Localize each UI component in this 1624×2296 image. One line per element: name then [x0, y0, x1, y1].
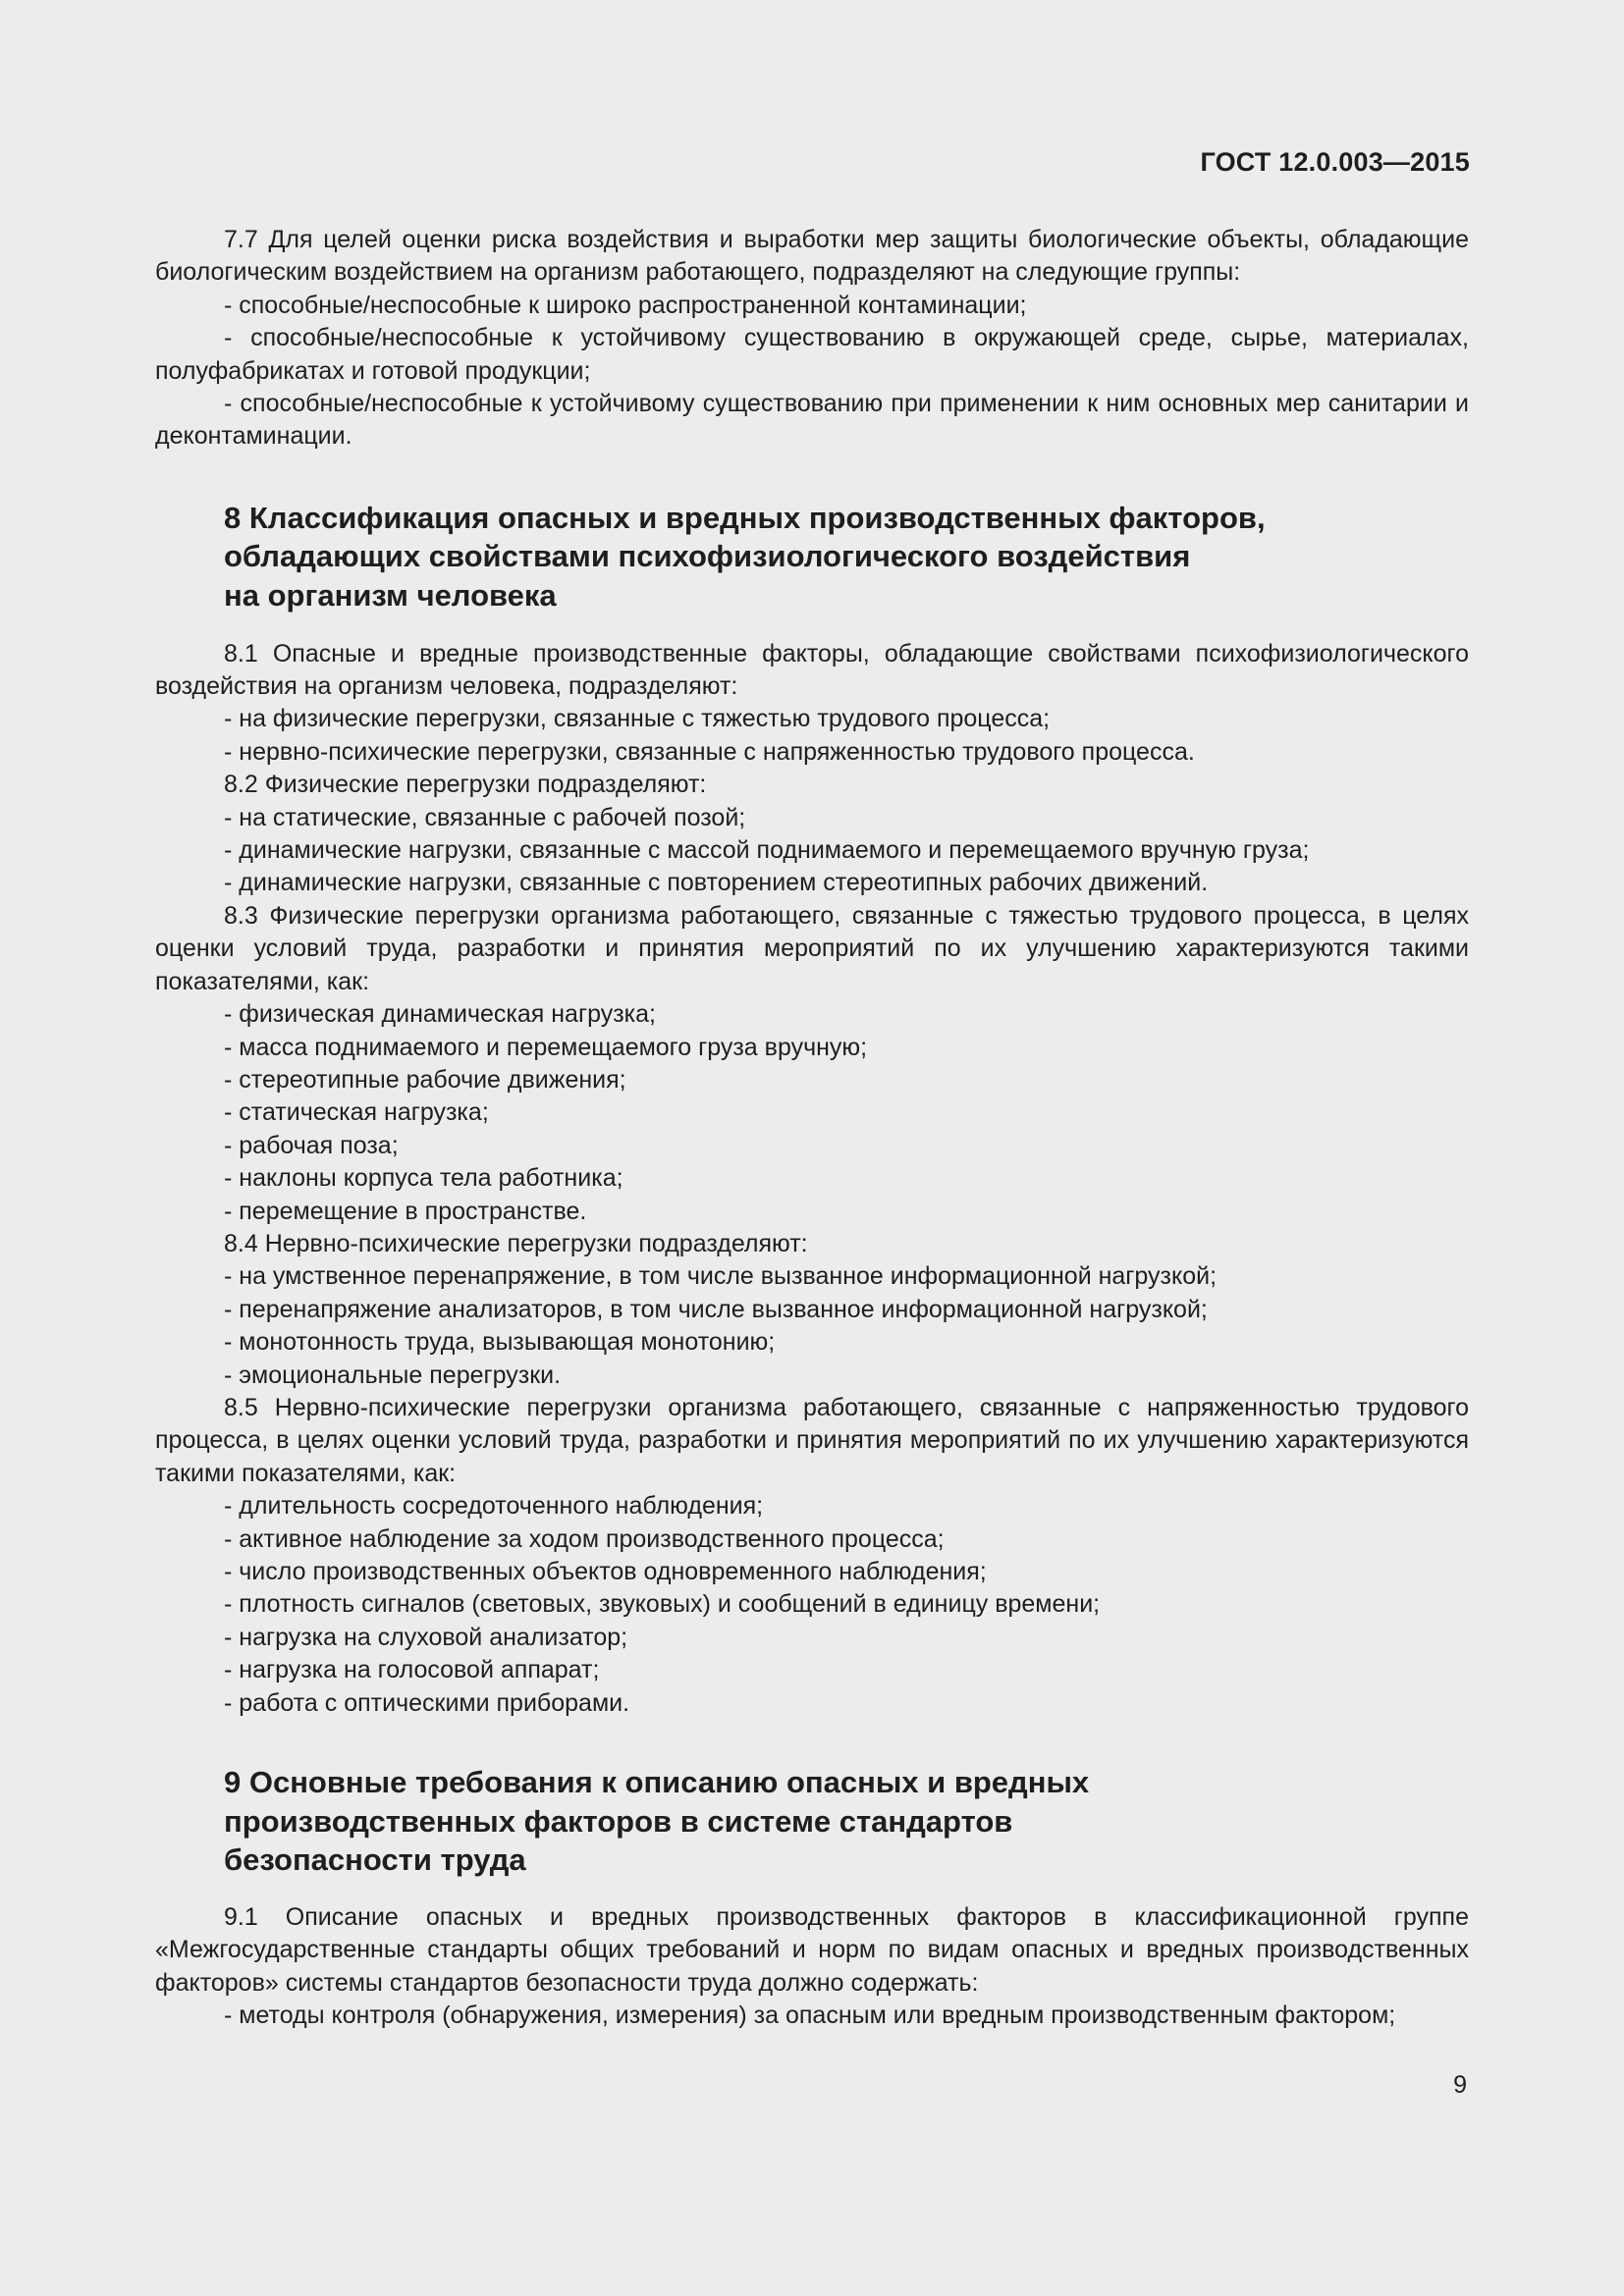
list-item: - активное наблюдение за ходом производственного процесса; — [224, 1524, 945, 1553]
section-9-heading-line: производственных факторов в системе стандартов — [224, 1803, 1013, 1839]
list-item: - нагрузка на голосовой аппарат; — [224, 1656, 600, 1684]
page-number: 9 — [1453, 2071, 1467, 2099]
list-item: - нагрузка на слуховой анализатор; — [224, 1623, 628, 1651]
list-item: - перенапряжение анализаторов, в том числе вызванное информационной нагрузкой; — [224, 1295, 1208, 1323]
section-8-heading-line: на организм человека — [224, 578, 557, 614]
page-content — [155, 224, 1469, 2032]
list-item: - масса поднимаемого и перемещаемого груза вручную; — [224, 1033, 868, 1061]
list-item: - рабочая поза; — [224, 1131, 399, 1159]
list-item: - стереотипные рабочие движения; — [224, 1065, 626, 1094]
paragraph-9-1: 9.1 Описание опасных и вредных производственных факторов в классификационной группе «Межгосударственные стандарты общих требований и норм по видам опасных и вредных производственных факторов» системы стандартов безопасности труда должно содержать: — [155, 1902, 1469, 1997]
list-item: - способные/неспособные к устойчивому существованию в окружающей среде, сырье, материалах, полуфабрикатах и готовой продукции; — [155, 324, 1469, 385]
section-9-heading — [155, 1763, 1469, 1880]
list-item: - динамические нагрузки, связанные с массой поднимаемого и перемещаемого вручную груза; — [224, 836, 1310, 865]
list-item: - эмоциональные перегрузки. — [224, 1361, 562, 1389]
list-item: - динамические нагрузки, связанные с повторением стереотипных рабочих движений. — [224, 869, 1209, 897]
list-item: - нервно-психические перегрузки, связанные с напряженностью трудового процесса. — [224, 737, 1195, 766]
list-item: - способные/неспособные к широко распространенной контаминации; — [224, 291, 1027, 319]
paragraph-8-4: 8.4 Нервно-психические перегрузки подразделяют: — [224, 1229, 808, 1257]
paragraph-7-7: 7.7 Для целей оценки риска воздействия и выработки мер защиты биологические объекты, обладающие биологическим воздействием на организм работающего, подразделяют на следующие группы: — [155, 226, 1469, 287]
section-8-heading-line: обладающих свойствами психофизиологического воздействия — [224, 539, 1191, 574]
list-item: - длительность сосредоточенного наблюдения; — [224, 1492, 764, 1521]
list-item: - наклоны корпуса тела работника; — [224, 1164, 623, 1193]
paragraph-8-1: 8.1 Опасные и вредные производственные факторы, обладающие свойствами психофизиологического воздействия на организм человека, подразделяют: — [155, 639, 1469, 701]
list-item: - число производственных объектов одновременного наблюдения; — [224, 1558, 987, 1585]
list-item: - монотонность труда, вызывающая монотонию; — [224, 1328, 776, 1357]
list-item: - на физические перегрузки, связанные с тяжестью трудового процесса; — [224, 705, 1051, 733]
list-item: - перемещение в пространстве. — [224, 1197, 587, 1225]
list-item: - методы контроля (обнаружения, измерения) за опасным или вредным производственным фактором; — [224, 2002, 1396, 2030]
section-8-heading — [155, 499, 1469, 615]
paragraph-8-5: 8.5 Нервно-психические перегрузки организма работающего, связанные с напряженностью трудового процесса, в целях оценки условий труда, разработки и принятия мероприятий по их улучшению характеризуются такими показателями, как: — [155, 1393, 1469, 1487]
section-9-heading-line: безопасности труда — [224, 1842, 526, 1878]
list-item: - на статические, связанные с рабочей позой; — [224, 803, 746, 831]
list-item: - физическая динамическая нагрузка; — [224, 1000, 657, 1029]
section-8-heading-line: 8 Классификация опасных и вредных производственных факторов, — [224, 500, 1266, 535]
paragraph-8-2: 8.2 Физические перегрузки подразделяют: — [224, 771, 707, 799]
list-item: - способные/неспособные к устойчивому существованию при применении к ним основных мер санитарии и деконтаминации. — [155, 390, 1469, 451]
paragraph-8-3: 8.3 Физические перегрузки организма работающего, связанные с тяжестью трудового процесса, в целях оценки условий труда, разработки и принятия мероприятий по их улучшению характеризуются такими показателями, как: — [155, 901, 1469, 995]
document-code-header: ГОСТ 12.0.003—2015 — [1200, 147, 1470, 177]
section-9-heading-line: 9 Основные требования к описанию опасных и вредных — [224, 1765, 1090, 1800]
list-item: - работа с оптическими приборами. — [224, 1688, 630, 1717]
list-item: - плотность сигналов (световых, звуковых) и сообщений в единицу времени; — [224, 1590, 1101, 1619]
list-item: - на умственное перенапряжение, в том числе вызванное информационной нагрузкой; — [224, 1262, 1218, 1291]
list-item: - статическая нагрузка; — [224, 1098, 489, 1127]
